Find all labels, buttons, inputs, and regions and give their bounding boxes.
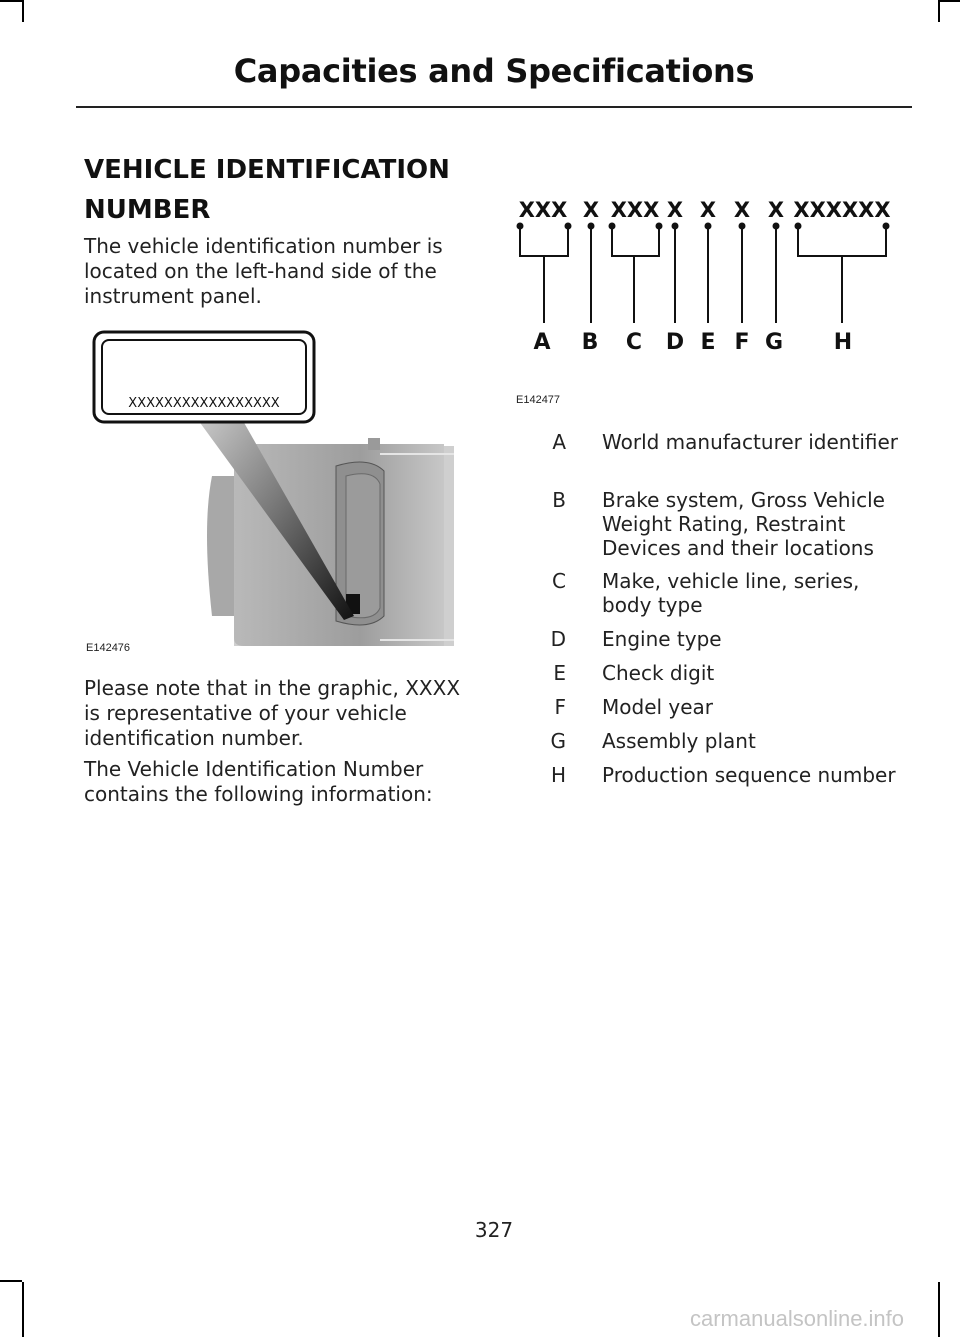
legend-item [530,488,910,569]
vin-group-b: X [582,198,600,222]
legend-description: Engine type [602,627,722,651]
vin-plate [94,332,314,422]
legend-description: Make, vehicle line, series, body type [602,569,860,617]
vin-group-h: XXXXXX [793,198,891,222]
legend-key: H [550,763,566,787]
vin-group-e: X [699,198,717,222]
diagram-label-d: D [665,330,685,355]
crop-mark-bottom-left-v [22,1282,24,1337]
bracket-lines [520,226,886,323]
vin-group-c: XXX [610,198,660,222]
legend-key: F [554,695,566,719]
vin-group-g: X [767,198,785,222]
diagram-label-g: G [764,330,784,355]
legend-item [530,430,910,488]
diagram-label-e: E [700,330,716,355]
legend-description: World manufacturer identifier [602,430,898,454]
legend-description: Production sequence number [602,763,896,787]
note-paragraph: Please note that in the graphic, XXXX is representative of your vehicle identification number. [84,676,461,750]
legend-key: A [552,430,566,454]
diagram-label-a: A [533,330,551,355]
header-divider [76,106,912,108]
legend-item [530,695,910,729]
legend-description: Check digit [602,661,715,685]
vin-group-f: X [733,198,751,222]
intro-paragraph: The vehicle identification number is located on the left-hand side of the instrument panel. [84,234,443,308]
figure-left-code: E142476 [86,642,131,654]
legend-key: D [550,627,566,651]
legend-item [530,661,910,695]
diagram-label-h: H [833,330,853,355]
vin-legend-list [530,430,910,821]
legend-description: Model year [602,695,714,719]
page-header-title: Capacities and Specifications [233,52,755,90]
crop-mark-bottom-right-v [938,1282,940,1337]
page-number: 327 [474,1218,514,1242]
vin-group-d: X [666,198,684,222]
crop-mark-top-left-v [22,0,24,22]
diagram-label-c: C [625,330,643,355]
legend-item [530,627,910,661]
section-heading [84,150,484,230]
legend-key: B [552,488,566,512]
legend-item [530,729,910,763]
crop-mark-top-left-h [0,0,22,2]
lead-paragraph: The Vehicle Identification Number contains the following information: [84,757,433,806]
legend-item [530,569,910,627]
legend-key: E [553,661,566,685]
legend-description: Assembly plant [602,729,756,753]
watermark-link[interactable]: carmanualsonline.info [690,1306,905,1331]
vin-plate-text: XXXXXXXXXXXXXXXXX [128,396,280,411]
crop-mark-top-right-h [938,0,960,2]
bracket-dots [517,223,890,230]
legend-item [530,763,910,821]
diagram-label-b: B [581,330,599,355]
section-heading-line1: VEHICLE IDENTIFICATION [84,155,450,185]
diagram-label-f: F [734,330,750,355]
crop-mark-bottom-left-h [0,1280,22,1282]
vin-breakdown-diagram [510,190,910,410]
legend-key: G [550,729,566,753]
vin-location-figure [84,326,454,660]
vin-group-a: XXX [518,198,568,222]
section-heading-line2: NUMBER [84,195,211,225]
legend-description: Brake system, Gross Vehicle Weight Rating, Restraint Devices and their locations [602,488,885,560]
legend-key: C [552,569,566,593]
crop-mark-top-right-v [938,0,940,22]
figure-right-code: E142477 [516,394,561,406]
